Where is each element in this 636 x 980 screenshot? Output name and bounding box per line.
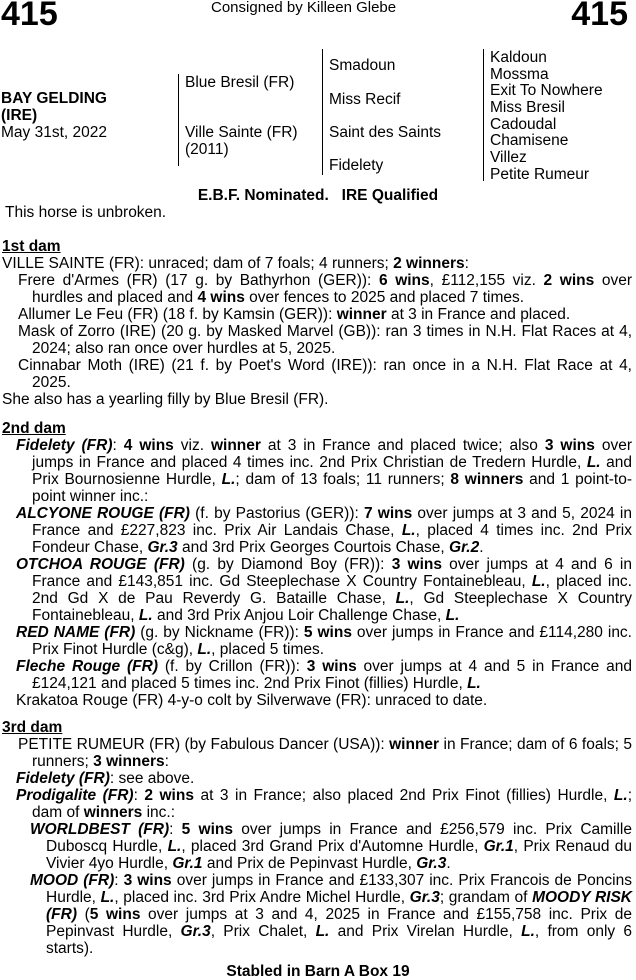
text-run: MOOD (FR) [30, 872, 115, 889]
text-run: , placed 3rd Grand Prix d'Automne Hurdle, [181, 838, 484, 855]
stabling-info: Stabled in Barn A Box 19 [226, 963, 410, 980]
third-dam-entry-fidelety [2, 770, 632, 787]
text-run: 5 wins [303, 624, 352, 641]
text-run: : [464, 255, 469, 272]
progeny-otchoa-rouge [2, 556, 632, 624]
pedigree-g3-2: Mossma [490, 66, 549, 83]
ebf-nominated: E.B.F. Nominated. [197, 187, 329, 204]
text-run: viz. [173, 437, 211, 454]
text-run: 3 wins [306, 658, 357, 675]
text-run: L. [100, 889, 115, 906]
text-run: Krakatoa Rouge (FR) 4-y-o colt by Silverwave (FR): unraced to date. [16, 692, 488, 709]
text-run: and Prix Virelan Hurdle, [329, 923, 522, 940]
text-run: L. [401, 522, 416, 539]
text-run: 3 winners [93, 753, 165, 770]
progeny-cinnabar-moth [2, 357, 632, 391]
text-run: MOODY RISK (FR) [46, 889, 632, 923]
first-dam-heading: 1st dam [2, 238, 61, 255]
text-run: : [164, 753, 169, 770]
text-run: ; grandam of [439, 889, 533, 906]
text-run: Fidelety (FR) [16, 437, 113, 454]
progeny-mask-of-zorro [2, 323, 632, 357]
text-run: in France; dam of 6 foals; 5 runners; [32, 736, 632, 770]
text-run: 8 winners [450, 471, 524, 488]
text-run: 5 wins [181, 821, 233, 838]
text-run: at 3 in France and placed twice; also [260, 437, 545, 454]
text-run: , Prix Chalet, [210, 923, 316, 940]
text-run: L. [613, 787, 628, 804]
text-run: VILLE SAINTE (FR): unraced; dam of 7 foals; 4 runners; [2, 255, 394, 272]
text-run: (g. by Nickname (FR)): [135, 624, 304, 641]
pedigree-g3-4: Miss Bresil [490, 99, 565, 116]
text-run: ; dam of [32, 787, 632, 821]
pedigree-g3-3: Exit To Nowhere [490, 82, 603, 99]
text-run: Gr.1 [172, 855, 203, 872]
text-run: L. [197, 641, 212, 658]
first-dam-section [2, 238, 632, 408]
text-run: . [479, 539, 484, 556]
ire-qualified: IRE Qualified [341, 187, 439, 204]
text-run: Gr.2 [449, 539, 480, 556]
colour-sex: BAY GELDING [1, 90, 107, 107]
text-run: : see above. [109, 770, 195, 787]
text-run: 3 wins [123, 872, 172, 889]
text-run: PETITE RUMEUR (FR) (by Fabulous Dancer (USA)): [18, 736, 390, 753]
text-run: and 1 point-to-point winner inc.: [32, 471, 632, 505]
text-run: L. [445, 607, 460, 624]
text-run: , placed inc. 3rd Prix Andre Michel Hurdle, [114, 889, 410, 906]
text-run: 2 wins [543, 272, 595, 289]
pedigree-g3-7: Villez [490, 149, 527, 166]
text-run: 2 winners [393, 255, 465, 272]
text-run: winner [210, 437, 261, 454]
text-run: at 3 in France and placed. [386, 306, 571, 323]
text-run: inc.: [142, 804, 176, 821]
text-run: Gr.3 [147, 539, 178, 556]
horse-country: (IRE) [1, 107, 38, 124]
text-run: . [446, 855, 451, 872]
text-run: OTCHOA ROUGE (FR) [16, 556, 185, 573]
text-run: Frere d'Armes (FR) (17 g. by Bathyrhon (GER)): [18, 272, 379, 289]
text-run: over fences to 2025 and placed 7 times. [244, 289, 525, 306]
text-run: winner [389, 736, 440, 753]
third-dam-intro [2, 736, 632, 770]
progeny-red-name [2, 624, 632, 658]
text-run: L. [521, 923, 535, 940]
third-dam-heading: 3rd dam [2, 719, 63, 736]
second-dam-section [2, 420, 632, 709]
text-run: : [133, 787, 145, 804]
text-run: over jumps in France and £133,307 inc. Prix Francois de Poncins Hurdle, [46, 872, 632, 906]
text-run: 3 wins [391, 556, 442, 573]
text-run: (f. by Crillon (FR)): [158, 658, 307, 675]
text-run: 3 wins [544, 437, 595, 454]
third-dam-section [2, 719, 632, 957]
text-run: , Gd Steeplechase X Country Fontainebleau, [32, 590, 632, 624]
pedigree-g3-8: Petite Rumeur [490, 166, 590, 183]
text-run: Gr.1 [483, 838, 514, 855]
text-run: 5 wins [89, 906, 141, 923]
text-run: over jumps in France and £256,579 inc. Prix Camille Duboscq Hurdle, [46, 821, 632, 855]
text-run: RED NAME (FR) [16, 624, 136, 641]
text-run: 4 wins [197, 289, 245, 306]
text-run: Cinnabar Moth (IRE) (21 f. by Poet's Word (IRE)): ran once in a N.H. Flat Race at 4, 2025. [18, 357, 632, 391]
pedigree-g2-1: Smadoun [329, 57, 396, 74]
text-run: and 3rd Prix Anjou Loir Challenge Chase, [152, 607, 446, 624]
text-run: Gr.3 [180, 923, 211, 940]
text-run: L. [395, 590, 410, 607]
text-run: Gr.3 [409, 889, 440, 906]
text-run: Mask of Zorro (IRE) (20 g. by Masked Marvel (GB)): ran 3 times in N.H. Flat Races at 4, 2024; also ran once over hurdles at 5, 2025. [18, 323, 632, 357]
dam-year: (2011) [185, 141, 229, 158]
pedigree-divider-3 [483, 49, 484, 181]
text-run: L. [167, 838, 182, 855]
text-run: winners [83, 804, 143, 821]
consignor: Consigned by Killeen Glebe [211, 0, 397, 16]
text-run: (g. by Diamond Boy (FR)): [184, 556, 392, 573]
text-run: Gr.3 [416, 855, 447, 872]
text-run: ; dam of 13 foals; 11 runners; [235, 471, 451, 488]
text-run: 6 wins [378, 272, 430, 289]
text-run: Allumer Le Feu (FR) (18 f. by Kamsin (GER)): [18, 306, 337, 323]
text-run: ALCYONE ROUGE (FR) [16, 505, 190, 522]
text-run: and Prix de Pepinvast Hurdle, [202, 855, 417, 872]
text-run: : [114, 872, 124, 889]
nomination-line [0, 187, 636, 204]
text-run: Fidelety (FR) [16, 770, 110, 787]
text-run: over jumps at 3 and 5, 2024 in France and £227,823 inc. Prix Air Landais Chase, [32, 505, 632, 539]
unbroken-note: This horse is unbroken. [5, 204, 167, 221]
lot-number-right: 415 [571, 0, 628, 33]
text-run: L. [138, 607, 153, 624]
pedigree-g3-6: Chamisene [490, 132, 569, 149]
text-run: and 3rd Prix Georges Courtois Chase, [177, 539, 450, 556]
text-run: 4 wins [123, 437, 174, 454]
first-dam-intro [2, 255, 632, 272]
pedigree-g3-5: Cadoudal [490, 116, 557, 133]
text-run: over jumps at 3 and 4, 2025 in France and £155,758 inc. Prix de Pepinvast Hurdle, [46, 906, 632, 940]
text-run: winner [336, 306, 387, 323]
text-run: 2 wins [144, 787, 194, 804]
text-run: Fleche Rouge (FR) [16, 658, 158, 675]
text-run: over jumps in France and placed 4 times inc. 2nd Prix Christian de Tredern Hurdle, [32, 437, 632, 471]
progeny-allumer-le-feu [2, 306, 632, 323]
pedigree-g3-1: Kaldoun [490, 49, 547, 66]
text-run: , placed 5 times. [211, 641, 325, 658]
text-run: , £112,155 viz. [429, 272, 544, 289]
text-run: L. [586, 454, 601, 471]
text-run: (f. by Pastorius (GER)): [189, 505, 364, 522]
text-run: at 3 in France; also placed 2nd Prix Finot (fillies) Hurdle, [193, 787, 614, 804]
pedigree-divider-2 [322, 49, 323, 175]
text-run: WORLDBEST (FR) [30, 821, 170, 838]
text-run: , Prix Renaud du Vivier 4yo Hurdle, [46, 838, 632, 872]
second-dam-intro [2, 437, 632, 505]
text-run: L. [531, 573, 546, 590]
text-run: , from only 6 starts). [46, 923, 633, 957]
text-run: L. [221, 471, 236, 488]
pedigree-g2-4: Fidelety [329, 157, 384, 174]
progeny-fleche-rouge [2, 658, 632, 692]
foaling-date: May 31st, 2022 [1, 124, 107, 141]
third-dam-entry-prodigalite [2, 787, 632, 821]
pedigree-divider-1 [178, 74, 179, 166]
text-run: over jumps at 4 and 5 in France and £124,121 and placed 5 times inc. 2nd Prix Finot (fillies) Hurdle, [32, 658, 632, 692]
dam: Ville Sainte (FR) [185, 124, 298, 141]
text-run: , placed inc. 2nd Gd X de Pau Reverdy G. Bataille Chase, [32, 573, 632, 607]
text-run: ( [77, 906, 90, 923]
lot-number-left: 415 [1, 0, 58, 33]
text-run: L. [315, 923, 330, 940]
text-run: Prodigalite (FR) [16, 787, 134, 804]
pedigree-g2-2: Miss Recif [329, 91, 401, 108]
text-run: : [169, 821, 182, 838]
text-run: over jumps in France and £114,280 inc. Prix Finot Hurdle (c&g), [32, 624, 632, 658]
second-dam-heading: 2nd dam [2, 420, 66, 437]
progeny-frere-d-armes [2, 272, 632, 306]
progeny-alcyone-rouge [2, 505, 632, 556]
text-run: over hurdles and placed and [32, 272, 632, 306]
sire: Blue Bresil (FR) [185, 74, 295, 91]
text-run: 7 wins [363, 505, 413, 522]
third-dam-entry-worldbest [2, 821, 632, 872]
first-dam-footer: She also has a yearling filly by Blue Bresil (FR). [2, 391, 329, 408]
text-run: , placed 4 times inc. 2nd Prix Fondeur Chase, [32, 522, 632, 556]
text-run: over jumps at 4 and 6 in France and £143,851 inc. Gd Steeplechase X Country Fontainebleau, [32, 556, 632, 590]
third-dam-entry-mood [2, 872, 632, 957]
pedigree-g2-3: Saint des Saints [329, 124, 442, 141]
text-run: L. [467, 675, 481, 692]
progeny-krakatoa-rouge [2, 692, 632, 709]
text-run: and Prix Bournosienne Hurdle, [32, 454, 632, 488]
text-run: : [112, 437, 124, 454]
